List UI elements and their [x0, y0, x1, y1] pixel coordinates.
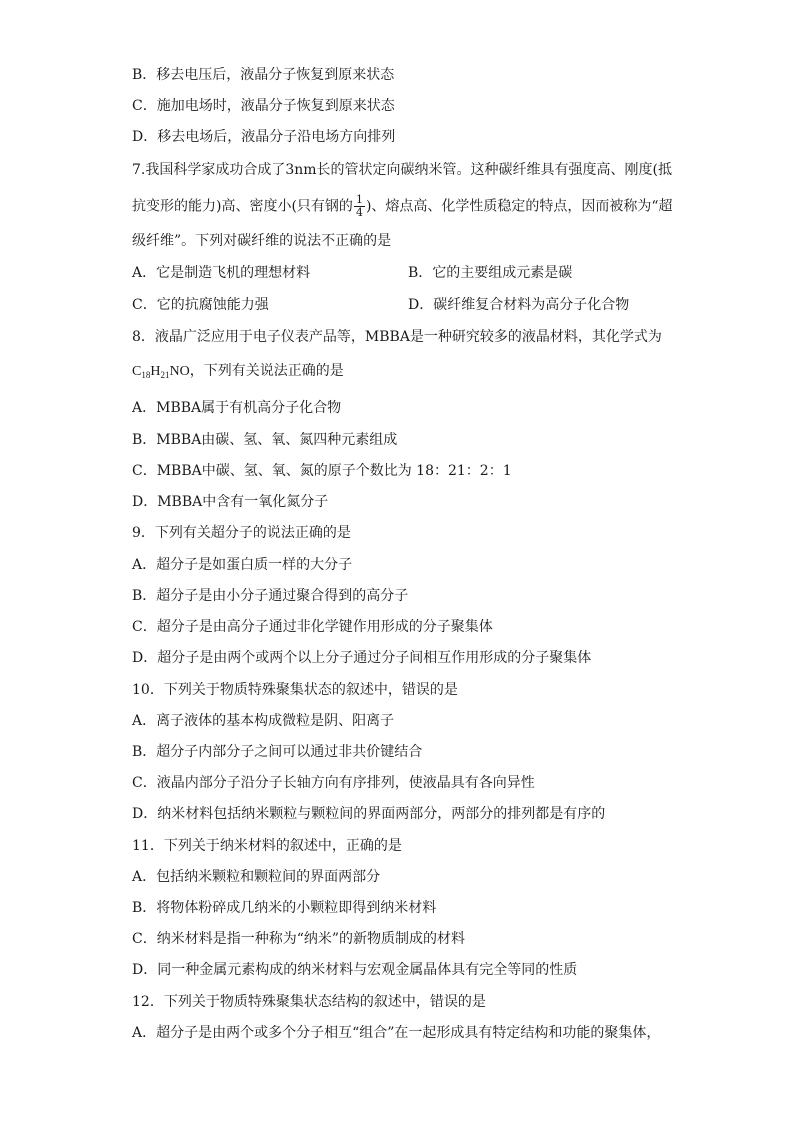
- fraction-denominator: 4: [355, 206, 363, 219]
- q8-stem-line1: 8．液晶广泛应用于电子仪表产品等，MBBA是一种研究较多的液晶材料，其化学式为: [132, 329, 662, 345]
- formula-hydrogen-count: 21: [160, 370, 170, 380]
- q6-option-b: B．移去电压后，液晶分子恢复到原来状态: [132, 67, 395, 83]
- q8-stem-line2: [132, 361, 344, 385]
- q7-option-b: B．它的主要组成元素是碳: [408, 265, 573, 281]
- formula-carbon-count: 18: [141, 370, 151, 380]
- chemical-formula: [132, 364, 190, 379]
- q8-option-c: C．MBBA中碳、氢、氧、氮的原子个数比为 18：21：2：1: [132, 463, 512, 479]
- q10-option-b: B．超分子内部分子之间可以通过非共价键结合: [132, 744, 423, 760]
- q8-option-a: A．MBBA属于有机高分子化合物: [132, 400, 342, 416]
- q8-option-b: B．MBBA由碳、氢、氧、氮四种元素组成: [132, 432, 398, 448]
- q9-option-b: B．超分子是由小分子通过聚合得到的高分子: [132, 588, 409, 604]
- q6-option-d: D．移去电场后，液晶分子沿电场方向排列: [132, 129, 396, 145]
- fraction-numerator: 1: [355, 193, 363, 206]
- q9-stem: 9．下列有关超分子的说法正确的是: [132, 525, 351, 541]
- q10-option-c: C．液晶内部分子沿分子长轴方向有序排列，使液晶具有各向异性: [132, 775, 535, 791]
- q8-option-d: D．MBBA中含有一氧化氮分子: [132, 494, 329, 510]
- q12-stem: 12．下列关于物质特殊聚集状态结构的叙述中，错误的是: [132, 994, 486, 1010]
- q10-option-d: D．纳米材料包括纳米颗粒与颗粒间的界面两部分，两部分的排列都是有序的: [132, 806, 606, 822]
- q7-option-d: D．碳纤维复合材料为高分子化合物: [408, 297, 630, 313]
- formula-carbon: C: [132, 364, 142, 379]
- q11-option-d: D．同一种金属元素构成的纳米材料与宏观金属晶体具有完全等同的性质: [132, 962, 578, 978]
- q7-stem-line3: 级纤维”。下列对碳纤维的说法不正确的是: [132, 233, 392, 249]
- formula-hydrogen: H: [150, 364, 161, 379]
- q11-stem: 11．下列关于纳米材料的叙述中，正确的是: [132, 838, 402, 854]
- q9-option-d: D．超分子是由两个或两个以上分子通过分子间相互作用形成的分子聚集体: [132, 650, 592, 666]
- q7-stem-line2: [132, 194, 673, 219]
- q8-stem-line2-rest: ，下列有关说法正确的是: [189, 363, 344, 379]
- q7-option-a: A．它是制造飞机的理想材料: [132, 265, 311, 281]
- q10-stem: 10．下列关于物质特殊聚集状态的叙述中，错误的是: [132, 682, 458, 698]
- q7-stem-line2-part2: )、熔点高、化学性质稳定的特点，因而被称为“超: [365, 198, 673, 215]
- q11-option-a: A．包括纳米颗粒和颗粒间的界面两部分: [132, 869, 381, 885]
- q9-option-a: A．超分子是如蛋白质一样的大分子: [132, 557, 353, 573]
- q11-option-c: C．纳米材料是指一种称为“纳米”的新物质制成的材料: [132, 931, 466, 947]
- q7-stem-line1: 7.我国科学家成功合成了3nm长的管状定向碳纳米管。这种碳纤维具有强度高、刚度(抵: [132, 162, 673, 178]
- fraction-one-quarter: [354, 194, 365, 219]
- q11-option-b: B．将物体粉碎成几纳米的小颗粒即得到纳米材料: [132, 900, 437, 916]
- q7-option-c: C．它的抗腐蚀能力强: [132, 297, 269, 313]
- formula-no: NO: [169, 364, 190, 379]
- q6-option-c: C．施加电场时，液晶分子恢复到原来状态: [132, 98, 395, 114]
- q12-option-a: A．超分子是由两个或多个分子相互“组合”在一起形成具有特定结构和功能的聚集体，: [132, 1025, 661, 1041]
- q7-stem-line2-part1: 抗变形的能力)高、密度小(只有钢的: [132, 198, 353, 215]
- q9-option-c: C．超分子是由高分子通过非化学键作用形成的分子聚集体: [132, 619, 493, 635]
- q10-option-a: A．离子液体的基本构成微粒是阴、阳离子: [132, 713, 395, 729]
